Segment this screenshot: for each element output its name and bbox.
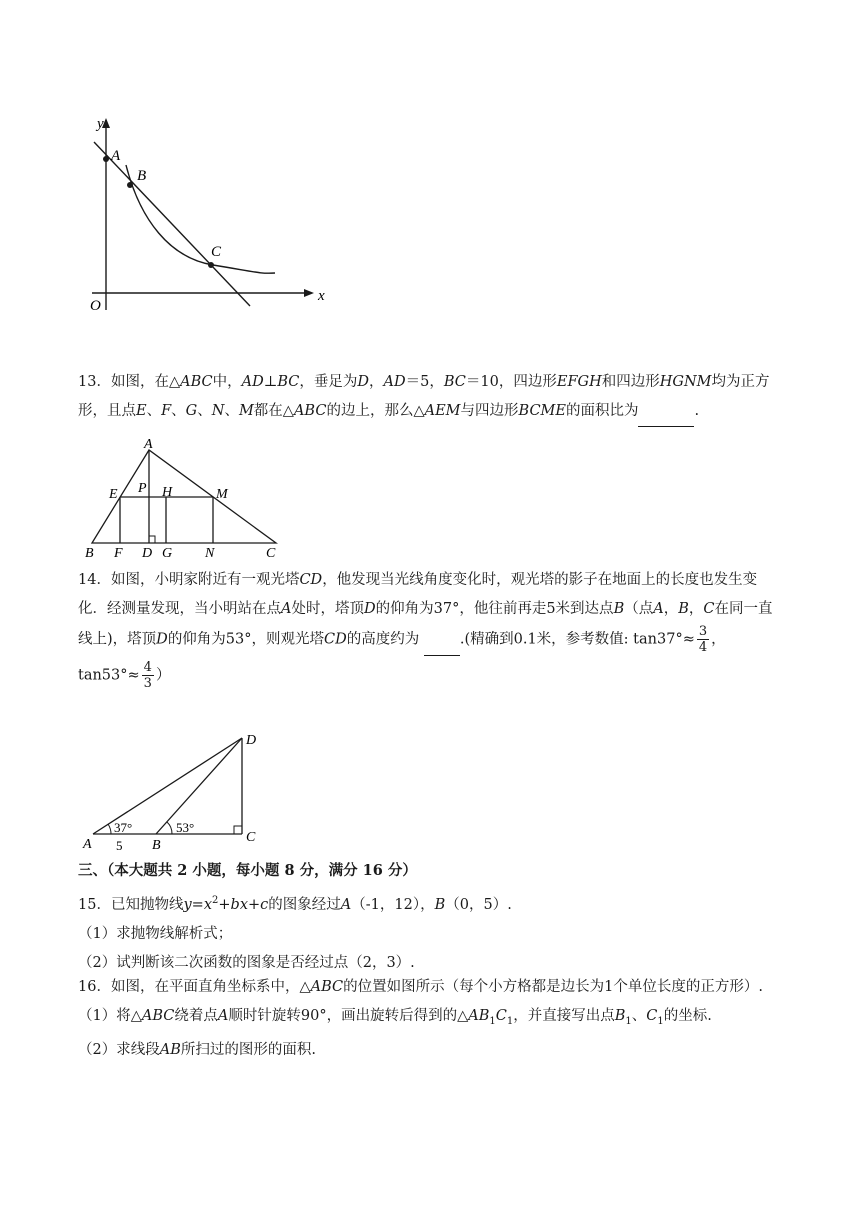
label-a: A	[111, 148, 121, 164]
q13-e: E	[136, 403, 147, 419]
q13-t3: ⊥	[263, 374, 278, 390]
q13-t11: 的边上，那么△	[326, 403, 425, 419]
label-a: A	[83, 837, 92, 852]
q16-s2a: （2）求线段	[78, 1041, 160, 1058]
q14-t11: .(精确到0.1米，参考数值: tan37°≈	[459, 631, 695, 648]
q13-aem: AEM	[424, 403, 461, 419]
q15-a: A	[340, 896, 352, 913]
q14-t4: 的仰角为37°，他往前再走5米到达点	[375, 601, 614, 617]
q13-t13: 的面积比为	[565, 403, 639, 419]
label-d: D	[142, 546, 153, 560]
q13-abc1: ABC	[180, 374, 213, 390]
q15-y: y	[183, 896, 192, 913]
angle-arc-53	[167, 822, 172, 834]
q15-x: x	[203, 896, 212, 913]
q13-s4: 、	[224, 403, 239, 419]
q13-ad1: AD	[241, 374, 264, 390]
q16-abc: ABC	[310, 979, 344, 995]
frac1-num: 3	[698, 624, 708, 639]
q14-t13: tan53°≈	[78, 667, 140, 683]
label-e: E	[109, 487, 118, 502]
q15-t1: 已知抛物线	[110, 896, 184, 913]
q15-plus2: +	[248, 896, 261, 913]
q15-number: 15．	[78, 896, 111, 913]
q16-sub3: 1	[625, 1015, 632, 1027]
q13-bc2: BC	[443, 374, 466, 390]
q14-text-2	[78, 660, 780, 691]
q14-d1: D	[363, 601, 376, 617]
q13-t12: 与四边形	[460, 403, 519, 419]
q15-c: c	[260, 896, 269, 913]
label-angle-53: 53°	[176, 820, 195, 835]
section-3-heading-text: 三、（本大题共 2 小题，每小题 8 分，满分 16 分）	[78, 862, 417, 879]
frac1-den: 4	[698, 640, 708, 655]
q16-sub1: 1	[489, 1015, 496, 1027]
q16-abc2: ABC	[141, 1008, 175, 1024]
q16-sub-2	[78, 1036, 780, 1065]
q14-text	[78, 566, 780, 656]
q16-text	[78, 973, 780, 1002]
q14-t3: 处时，塔顶	[291, 601, 364, 617]
q15-t4: （0，5）.	[445, 896, 512, 913]
label-length-5: 5	[116, 838, 123, 853]
q15-b: B	[434, 896, 446, 913]
frac2-num: 4	[143, 659, 152, 675]
q16-sub-1	[78, 1002, 780, 1036]
q16-sub4: 1	[657, 1015, 664, 1027]
frac2-den: 3	[143, 675, 152, 691]
label-c: C	[246, 830, 256, 845]
q14-t7: ，	[688, 601, 704, 617]
q16-c1: C	[646, 1008, 658, 1024]
q16-c: C	[495, 1008, 507, 1024]
q15-t3: （-1，12），	[351, 896, 435, 913]
point-b	[127, 182, 133, 188]
label-c: C	[266, 546, 276, 560]
q13-t10: 都在△	[253, 403, 294, 419]
label-c: C	[211, 244, 222, 260]
q13-m: M	[238, 403, 254, 419]
q13-abc2: ABC	[293, 403, 327, 419]
q15-text	[78, 886, 780, 920]
q13-efgh: EFGH	[556, 374, 602, 390]
hyperbola-curve	[126, 165, 275, 273]
q14-b1: B	[613, 601, 625, 617]
q13-bcme: BCME	[518, 403, 566, 419]
q14-t12: ，	[711, 631, 726, 648]
q14-answer-blank	[424, 626, 460, 656]
q16-t1: 如图，在平面直角坐标系中，△	[110, 979, 311, 995]
q14-fraction-tan53	[142, 660, 154, 691]
q14-t10: 的高度约为	[346, 631, 420, 648]
q13-answer-blank	[638, 397, 694, 427]
q15-plus1: +	[218, 896, 231, 913]
label-b: B	[137, 168, 147, 184]
q14-fraction-tan37	[697, 624, 709, 655]
q13-t7: ＝10，四边形	[465, 374, 557, 390]
q14-c1: C	[703, 601, 715, 617]
q14-a2: A	[653, 601, 664, 617]
label-g: G	[162, 546, 173, 560]
q14-figure	[80, 726, 280, 854]
q16-number: 16．	[78, 979, 111, 995]
q13-g: G	[185, 403, 198, 419]
q12-figure	[80, 110, 350, 325]
label-n: N	[205, 546, 215, 560]
q16-b1: B	[614, 1008, 626, 1024]
question-13	[78, 368, 780, 427]
q13-t9: 均为正方形，且点	[78, 374, 770, 419]
section-3-heading	[78, 856, 780, 885]
label-angle-37: 37°	[114, 820, 133, 835]
right-angle-mark	[149, 536, 155, 543]
right-angle-mark	[234, 826, 242, 834]
q14-b2: B	[678, 601, 689, 617]
q16-s1d: ，并直接写出点	[513, 1008, 615, 1024]
q13-s3: 、	[197, 403, 212, 419]
q14-t1: 如图，小明家附近有一观光塔	[110, 572, 300, 588]
q15-sub-1: （1）求抛物线解析式；	[78, 925, 233, 942]
q15-sup: 2	[212, 895, 219, 906]
q13-d1: D	[357, 374, 370, 390]
q14-number: 14．	[78, 572, 111, 588]
q13-t6: ＝5，	[405, 374, 444, 390]
q16-s1f: 的坐标.	[663, 1008, 712, 1024]
q13-figure	[80, 436, 300, 560]
q15-bx: bx	[230, 896, 248, 913]
label-b: B	[85, 546, 94, 560]
label-h: H	[162, 485, 173, 500]
q14-cd2: CD	[324, 631, 347, 648]
label-o: O	[90, 298, 101, 314]
line-ac	[94, 142, 250, 306]
label-f: F	[114, 546, 123, 560]
question-15	[78, 886, 780, 978]
q13-bc1: BC	[277, 374, 300, 390]
q13-t4: ，垂足为	[299, 374, 358, 390]
sightline-bd	[156, 738, 242, 834]
q13-t14: .	[694, 403, 700, 419]
q16-t2: 的位置如图所示（每个小方格都是边长为1个单位长度的正方形）.	[343, 979, 763, 995]
label-d: D	[246, 733, 257, 748]
x-axis-arrow	[304, 289, 314, 297]
q16-ab-seg: AB	[159, 1041, 181, 1058]
q13-hgnm: HGNM	[659, 374, 712, 390]
q16-a: A	[217, 1008, 229, 1024]
q14-t5: （点	[624, 601, 654, 617]
q13-t1: 如图，在△	[110, 374, 181, 390]
q16-s1e: 、	[631, 1008, 647, 1024]
label-y: y	[97, 116, 104, 132]
q14-a1: A	[281, 601, 292, 617]
q15-sub-2: （2）试判断该二次函数的图象是否经过点（2，3）.	[78, 954, 415, 971]
q16-s2b: 所扫过的图形的面积.	[180, 1041, 316, 1058]
q16-s1c: 顺时针旋转90°，画出旋转后得到的△	[228, 1008, 469, 1024]
q13-text	[78, 368, 780, 427]
q13-t5: ，	[369, 374, 384, 390]
q13-t2: 中，	[212, 374, 242, 390]
q13-f: F	[161, 403, 172, 419]
label-m: M	[216, 487, 228, 502]
label-b: B	[152, 838, 161, 853]
point-c	[208, 262, 214, 268]
q14-t6: ，	[663, 601, 679, 617]
q15-t2: 的图象经过	[268, 896, 341, 913]
q16-s1a: （1）将△	[78, 1008, 142, 1024]
q13-s1: 、	[146, 403, 162, 419]
q14-t14: ）	[155, 667, 171, 683]
q16-s1b: 绕着点	[174, 1008, 218, 1024]
q14-cd1: CD	[299, 572, 323, 588]
q16-sub2: 1	[506, 1015, 514, 1027]
q13-s2: 、	[171, 403, 186, 419]
point-a	[103, 156, 109, 162]
q14-t2: ，他发现当光线角度变化时，观光塔的影子在地面上的长度也发生变化．经测量发现，当小明站在点	[78, 572, 758, 617]
q14-d2: D	[156, 631, 168, 648]
label-p: P	[138, 481, 147, 496]
question-16	[78, 973, 780, 1065]
q14-t8: 在同一直线上)，塔顶	[78, 601, 773, 648]
q13-n: N	[211, 403, 225, 419]
q13-ad2: AD	[383, 374, 406, 390]
q13-number: 13．	[78, 374, 111, 390]
question-14	[78, 566, 780, 691]
q15-eq: =	[191, 896, 204, 913]
q13-t8: 和四边形	[601, 374, 660, 390]
q14-t9: 的仰角为53°，则观光塔	[167, 631, 325, 648]
label-a: A	[144, 437, 153, 452]
q16-ab: AB	[468, 1008, 490, 1024]
angle-arc-37	[108, 824, 111, 834]
label-x: x	[318, 288, 325, 304]
